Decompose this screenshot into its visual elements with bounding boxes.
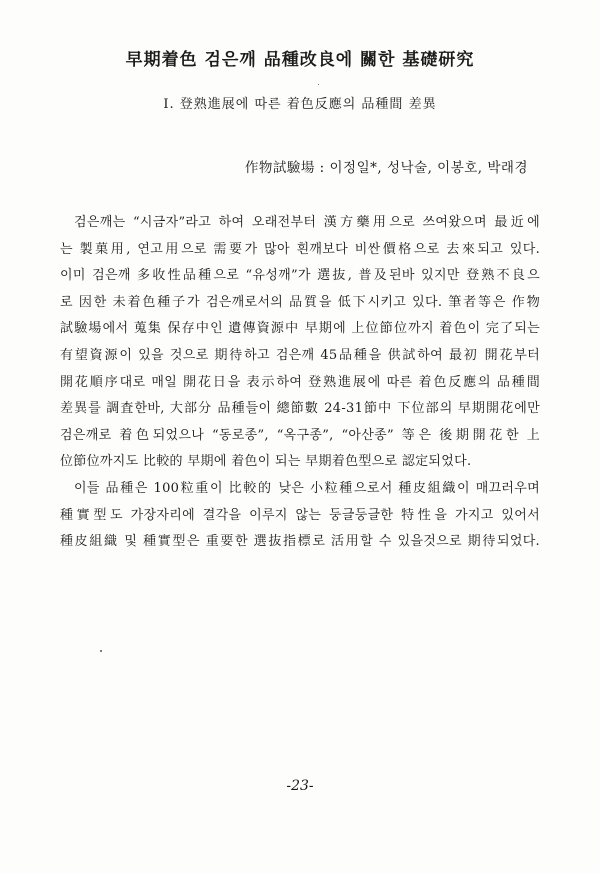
paragraph-1 (60, 210, 540, 476)
text-line: 種皮組織 및 種實型은 重要한 選抜指標로 活用할 수 있을것으로 期待되었다. (60, 534, 540, 550)
text-line: 有望資源이 있을 것으로 期待하고 검은깨 45品種을 供試하여 最初 開花부터 (60, 347, 540, 363)
text-line: 로 因한 未着色種子가 검은깨로서의 品質을 低下시키고 있다. 筆者等은 作物 (60, 294, 540, 310)
text-line: 는 製菓用, 연고用으로 需要가 많아 흰깨보다 비싼價格으로 去來되고 있다. (60, 241, 540, 257)
text-line: 差異를 調査한바, 大部分 品種들이 總節數 24-31節中 下位部의 早期開花에만 (60, 401, 540, 417)
abstract-body (60, 210, 540, 556)
text-line: 開花順序대로 매일 開花日을 表示하여 登熟進展에 따른 着色反應의 品種間 (60, 374, 540, 390)
paragraph-2 (60, 476, 540, 556)
paper-subtitle: Ⅰ. 登熟進展에 따른 着色反應의 品種間 差異 (163, 97, 437, 112)
text-line: 검은깨는 “시금자”라고 하여 오래전부터 漢方藥用으로 쓰여왔으며 最近에 (74, 215, 540, 230)
text-line: 이미 검은깨 多收性品種으로 “유성깨”가 選抜, 普及된바 있지만 登熟不良으 (60, 268, 540, 284)
text-line: 이들 品種은 100粒重이 比較的 낮은 小粒種으로서 種皮組織이 매끄러우며 (74, 480, 540, 496)
paper-title: 早期着色 검은깨 品種改良에 關한 基礎研究 (125, 50, 475, 70)
text-line: 試驗場에서 蒐集 保存中인 遺傳資源中 早期에 上位節位까지 着色이 完了되는 (60, 321, 540, 337)
scan-speck (318, 84, 319, 85)
text-line: 位節位까지도 比較的 早期에 着色이 되는 早期着色型으로 認定되었다. (60, 454, 472, 470)
text-line: 검은깨로 着色되었으나 “동로종”, “옥구종”, “아산종” 等은 後期開花한 上 (60, 427, 540, 443)
scan-speck (100, 650, 102, 652)
page-number: -23- (286, 778, 314, 794)
author-affiliation-line: 作物試驗場 : 이정일*, 성낙술, 이봉호, 박래경 (244, 160, 528, 176)
text-line: 種實型도 가장자리에 결각을 이루지 않는 둥글둥글한 特性을 가지고 있어서 (60, 507, 540, 523)
